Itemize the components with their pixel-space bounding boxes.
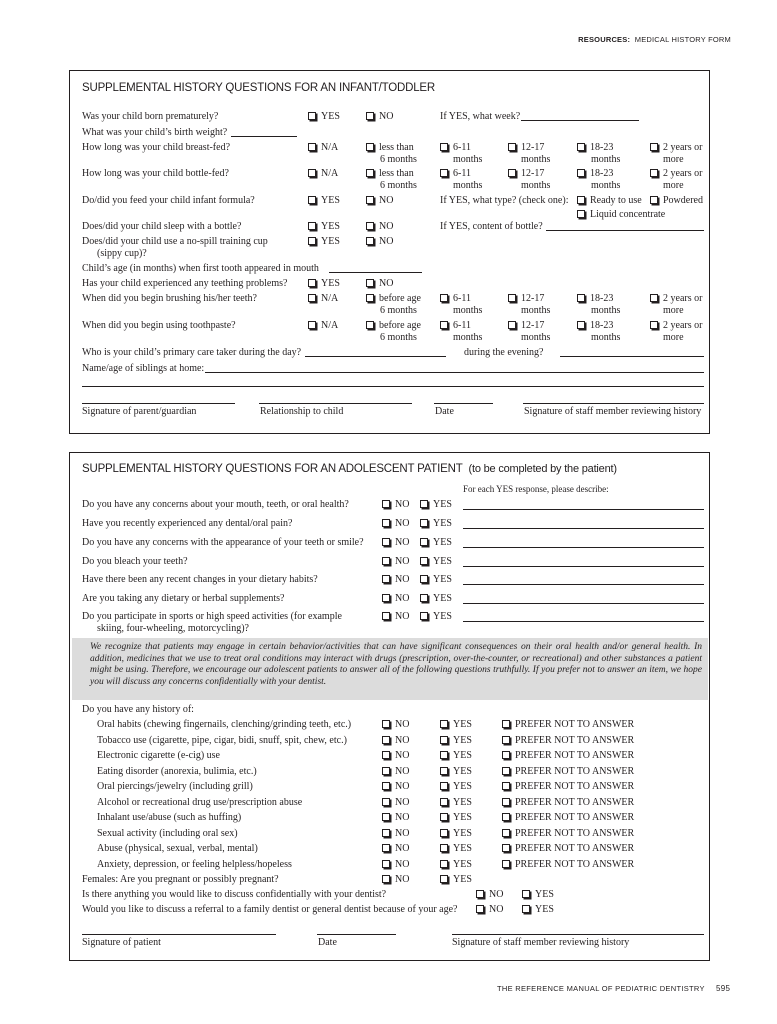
brushing-18-23[interactable]: 18-23 [577,293,613,305]
history-yes[interactable]: YES [440,719,472,731]
checkbox-icon [366,321,374,329]
checkbox-icon [382,575,390,583]
adol-question-yes[interactable]: YES [420,518,452,530]
adol-question-describe-field[interactable] [463,547,704,548]
siblings-field-2[interactable] [82,386,704,387]
bottlefed-less-6-sub: 6 months [380,180,417,191]
history-yes[interactable]: YES [440,843,472,855]
history-item: Inhalant use/abuse (such as huffing) [97,812,242,823]
formula-no[interactable]: NO [366,195,393,207]
checkbox-icon [508,321,516,329]
history-item: Alcohol or recreational drug use/prescription abuse [97,796,303,808]
bottlefed-18-23[interactable]: 18-23 [577,168,613,180]
history-yes[interactable]: YES [440,828,472,840]
toothpaste-6-11[interactable]: 6-11 [440,320,471,332]
checkbox-icon [502,720,510,728]
history-no[interactable]: NO [382,766,409,778]
brushing-before-6[interactable]: before age [366,293,421,305]
first-tooth-field[interactable] [329,272,422,273]
brushing-2yrs[interactable]: 2 years or [650,293,702,305]
checkbox-icon [382,751,390,759]
bottlefed-2yrs-sub: more [663,180,684,191]
adol-question-yes[interactable]: YES [420,574,452,586]
history-yes[interactable]: YES [440,859,472,871]
sig-date-label: Date [435,406,454,417]
checkbox-icon [308,321,316,329]
toothpaste-18-23-sub: months [591,332,621,343]
brushing-before-6-sub: 6 months [380,305,417,316]
nospill-yes[interactable]: YES [308,236,340,248]
history-prefer-not[interactable]: PREFER NOT TO ANSWER [502,781,634,793]
sleep-bottle-no[interactable]: NO [366,221,393,233]
history-item: Eating disorder (anorexia, bulimia, etc.) [97,765,257,777]
bottlefed-6-11-sub: months [453,180,483,191]
history-item: Abuse (physical, sexual, verbal, mental) [97,843,258,854]
checkbox-icon [366,112,374,120]
checkbox-icon [366,143,374,151]
q-premature-week: If YES, what week? [440,111,521,122]
siblings-field-1[interactable] [205,372,704,373]
teething-yes[interactable]: YES [308,278,340,290]
checkbox-icon [508,294,516,302]
brushing-na[interactable]: N/A [308,293,338,305]
pregnant-no[interactable]: NO [382,874,409,886]
checkbox-icon [308,169,316,177]
checkbox-icon [502,798,510,806]
checkbox-icon [366,294,374,302]
q-referral: Would you like to discuss a referral to a family dentist or general dentist because of your age? [82,904,458,915]
checkbox-icon [382,538,390,546]
checkbox-icon [382,767,390,775]
checkbox-icon [308,112,316,120]
checkbox-icon [308,222,316,230]
breastfed-18-23[interactable]: 18-23 [577,142,613,154]
adol-question-describe-field[interactable] [463,584,704,585]
q-breastfed: How long was your child breast-fed? [82,142,231,153]
history-prefer-not[interactable]: PREFER NOT TO ANSWER [502,859,634,871]
checkbox-icon [502,844,510,852]
history-item: Electronic cigarette (e-cig) use [97,750,220,761]
q-formula: Do/did you feed your child infant formula? [82,195,255,206]
breastfed-na[interactable]: N/A [308,142,338,154]
adol-question: Have there been any recent changes in your dietary habits? [82,574,318,585]
describe-note: For each YES response, please describe: [463,484,609,494]
adol-question: Do you participate in sports or high speed activities (for example [82,611,342,622]
breastfed-less-6-sub: 6 months [380,154,417,165]
breastfed-6-11[interactable]: 6-11 [440,142,471,154]
referral-yes[interactable]: YES [522,904,554,916]
checkbox-icon [577,294,585,302]
checkbox-icon [577,196,585,204]
checkbox-icon [308,294,316,302]
checkbox-icon [650,169,658,177]
q-premature: Was your child born prematurely? [82,111,219,122]
sig-relationship-label: Relationship to child [260,406,344,417]
history-prefer-not[interactable]: PREFER NOT TO ANSWER [502,843,634,855]
toothpaste-2yrs[interactable]: 2 years or [650,320,702,332]
toothpaste-6-11-sub: months [453,332,483,343]
checkbox-icon [440,844,448,852]
checkbox-icon [382,612,390,620]
checkbox-icon [440,782,448,790]
adol-question: Do you have any concerns with the appearance of your teeth or smile? [82,537,364,548]
adol-question-no[interactable]: NO [382,518,409,530]
checkbox-icon [650,143,658,151]
checkbox-icon [420,575,428,583]
history-no[interactable]: NO [382,828,409,840]
brushing-12-17-sub: months [521,305,551,316]
history-item: Tobacco use (cigarette, pipe, cigar, bidi, snuff, spit, chew, etc.) [97,734,347,746]
checkbox-icon [382,844,390,852]
caretaker-evening-field[interactable] [560,356,704,357]
q-caretaker-evening: during the evening? [464,347,544,358]
brushing-2yrs-sub: more [663,305,684,316]
checkbox-icon [366,279,374,287]
history-item: Anxiety, depression, or feeling helpless/hopeless [97,858,292,870]
checkbox-icon [440,736,448,744]
notice-text: We recognize that patients may engage in certain behavior/activities that can have significant consequences on their oral health and/or general health. In addition, medicines that we use to treat oral conditions may interact with drugs (prescription, over-the-counter, or recreational) and other substances a patient might be using. Therefore, we encourage our adolescent patients to answer all of the following questions truthfully. If you prefer not to answer an item, we hope you will discuss any concerns confidentially with your dentist. [90,642,702,687]
q-first-tooth: Child’s age (in months) when first tooth appeared in mouth [82,263,319,274]
formula-ready-to-use[interactable]: Ready to use [577,195,642,207]
adol-question: Do you bleach your teeth? [82,556,188,567]
checkbox-icon [577,143,585,151]
toothpaste-before-6-sub: 6 months [380,332,417,343]
q-discuss: Is there anything you would like to discuss confidentially with your dentist? [82,889,387,900]
checkbox-icon [440,751,448,759]
history-no[interactable]: NO [382,797,409,809]
checkbox-icon [440,294,448,302]
adol-question-yes[interactable]: YES [420,556,452,568]
history-prefer-not[interactable]: PREFER NOT TO ANSWER [502,719,634,731]
checkbox-icon [440,321,448,329]
q-bottlefed: How long was your child bottle-fed? [82,168,229,179]
bottlefed-2yrs[interactable]: 2 years or [650,168,702,180]
history-yes[interactable]: YES [440,735,472,747]
checkbox-icon [420,538,428,546]
q-toothpaste: When did you begin using toothpaste? [82,320,236,331]
confidentiality-notice [72,638,708,700]
sig-date-line[interactable] [434,403,493,404]
sig-relationship-line[interactable] [259,403,412,404]
sig-adol-date-label: Date [318,937,337,948]
checkbox-icon [502,860,510,868]
history-item: Oral habits (chewing fingernails, clenching/grinding teeth, etc.) [97,719,352,730]
q-birth-weight: What was your child’s birth weight? [82,127,228,138]
checkbox-icon [440,169,448,177]
checkbox-icon [502,829,510,837]
sig-adol-staff-line[interactable] [452,934,704,935]
breastfed-6-11-sub: months [453,154,483,165]
nospill-no[interactable]: NO [366,236,393,248]
checkbox-icon [308,237,316,245]
infant-section [69,70,710,434]
history-prefer-not[interactable]: PREFER NOT TO ANSWER [502,750,634,762]
history-no[interactable]: NO [382,812,409,824]
checkbox-icon [308,279,316,287]
adolescent-title-text: SUPPLEMENTAL HISTORY QUESTIONS FOR AN ADOLESCENT PATIENT [82,463,463,475]
history-yes[interactable]: YES [440,797,472,809]
checkbox-icon [440,813,448,821]
adol-question-yes[interactable]: YES [420,593,452,605]
history-no[interactable]: NO [382,735,409,747]
q-brushing: When did you begin brushing his/her teeth? [82,293,257,304]
history-item: Sexual activity (including oral sex) [97,827,238,839]
premature-no[interactable]: NO [366,111,393,123]
checkbox-icon [382,829,390,837]
q-teething: Has your child experienced any teething problems? [82,278,288,289]
adol-question-describe-field[interactable] [463,528,704,529]
toothpaste-18-23[interactable]: 18-23 [577,320,613,332]
adol-question-describe-field[interactable] [463,603,704,604]
sig-staff-line[interactable] [523,403,704,404]
adol-question-no[interactable]: NO [382,611,409,623]
breastfed-12-17[interactable]: 12-17 [508,142,544,154]
q-sleep-bottle: Does/did your child sleep with a bottle? [82,221,242,232]
checkbox-icon [502,813,510,821]
checkbox-icon [382,798,390,806]
brushing-18-23-sub: months [591,305,621,316]
checkbox-icon [440,767,448,775]
brushing-6-11[interactable]: 6-11 [440,293,471,305]
q-nospill: Does/did your child use a no-spill training cup [82,236,268,247]
sig-staff-label: Signature of staff member reviewing history [524,406,702,417]
checkbox-icon [577,169,585,177]
checkbox-icon [382,519,390,527]
brushing-12-17[interactable]: 12-17 [508,293,544,305]
bottlefed-18-23-sub: months [591,180,621,191]
footer-page-number: 595 [716,984,731,993]
bottlefed-less-6[interactable]: less than [366,168,414,180]
bottlefed-na[interactable]: N/A [308,168,338,180]
checkbox-icon [650,196,658,204]
adolescent-title-note: (to be completed by the patient) [468,463,617,475]
checkbox-icon [420,557,428,565]
checkbox-icon [577,210,585,218]
checkbox-icon [476,905,484,913]
adol-question: Are you taking any dietary or herbal supplements? [82,593,285,604]
sig-patient-label: Signature of patient [82,937,161,948]
checkbox-icon [420,500,428,508]
checkbox-icon [577,321,585,329]
history-no[interactable]: NO [382,859,409,871]
checkbox-icon [440,829,448,837]
adol-question-no[interactable]: NO [382,537,409,549]
toothpaste-na[interactable]: N/A [308,320,338,332]
checkbox-icon [382,875,390,883]
adol-question-yes[interactable]: YES [420,499,452,511]
breastfed-2yrs-sub: more [663,154,684,165]
sig-adol-date-line[interactable] [317,934,396,935]
header-title: MEDICAL HISTORY FORM [634,35,731,44]
toothpaste-before-6[interactable]: before age [366,320,421,332]
history-item: Oral piercings/jewelry (including grill) [97,781,253,792]
history-intro: Do you have any history of: [82,704,194,715]
toothpaste-12-17-sub: months [521,332,551,343]
history-no[interactable]: NO [382,750,409,762]
bottlefed-12-17-sub: months [521,180,551,191]
breastfed-18-23-sub: months [591,154,621,165]
bottlefed-12-17[interactable]: 12-17 [508,168,544,180]
formula-yes[interactable]: YES [308,195,340,207]
teething-no[interactable]: NO [366,278,393,290]
checkbox-icon [440,875,448,883]
checkbox-icon [382,594,390,602]
checkbox-icon [476,890,484,898]
breastfed-12-17-sub: months [521,154,551,165]
checkbox-icon [440,860,448,868]
adol-question-yes[interactable]: YES [420,537,452,549]
checkbox-icon [366,196,374,204]
sig-adol-staff-label: Signature of staff member reviewing history [452,937,630,948]
checkbox-icon [508,169,516,177]
checkbox-icon [440,798,448,806]
q-bottle-content: If YES, content of bottle? [440,221,543,232]
checkbox-icon [382,736,390,744]
q-pregnant: Females: Are you pregnant or possibly pregnant? [82,874,279,885]
history-prefer-not[interactable]: PREFER NOT TO ANSWER [502,828,634,840]
pregnant-yes[interactable]: YES [440,874,472,886]
history-yes[interactable]: YES [440,750,472,762]
checkbox-icon [420,519,428,527]
premature-week-field[interactable] [521,120,639,121]
breastfed-2yrs[interactable]: 2 years or [650,142,702,154]
checkbox-icon [420,594,428,602]
adol-question: Do you have any concerns about your mouth, teeth, or oral health? [82,499,349,510]
adol-question-no[interactable]: NO [382,556,409,568]
sig-parent-label: Signature of parent/guardian [82,406,197,417]
q-sports-cont: skiing, four-wheeling, motorcycling)? [97,623,249,634]
checkbox-icon [508,143,516,151]
checkbox-icon [308,196,316,204]
adol-question-no[interactable]: NO [382,593,409,605]
checkbox-icon [382,813,390,821]
infant-section-title: SUPPLEMENTAL HISTORY QUESTIONS FOR AN INFANT/TODDLER [82,82,435,94]
toothpaste-2yrs-sub: more [663,332,684,343]
checkbox-icon [420,612,428,620]
sig-parent-line[interactable] [82,403,235,404]
checkbox-icon [382,720,390,728]
checkbox-icon [502,767,510,775]
birth-weight-field[interactable] [231,136,297,137]
checkbox-icon [502,782,510,790]
history-no[interactable]: NO [382,781,409,793]
checkbox-icon [366,222,374,230]
checkbox-icon [522,905,530,913]
adol-question-no[interactable]: NO [382,499,409,511]
sig-patient-line[interactable] [82,934,276,935]
history-yes[interactable]: YES [440,766,472,778]
formula-powdered[interactable]: Powdered [650,195,703,207]
adol-question-describe-field[interactable] [463,566,704,567]
checkbox-icon [502,736,510,744]
checkbox-icon [440,143,448,151]
history-no[interactable]: NO [382,843,409,855]
toothpaste-12-17[interactable]: 12-17 [508,320,544,332]
checkbox-icon [382,782,390,790]
discuss-no[interactable]: NO [476,889,503,901]
checkbox-icon [382,500,390,508]
checkbox-icon [522,890,530,898]
checkbox-icon [382,557,390,565]
checkbox-icon [382,860,390,868]
caretaker-day-field[interactable] [305,356,446,357]
checkbox-icon [366,237,374,245]
page-header [578,35,731,44]
header-section: RESOURCES: [578,35,631,44]
history-yes[interactable]: YES [440,812,472,824]
history-no[interactable]: NO [382,719,409,731]
history-prefer-not[interactable]: PREFER NOT TO ANSWER [502,766,634,778]
checkbox-icon [308,143,316,151]
brushing-6-11-sub: months [453,305,483,316]
checkbox-icon [366,169,374,177]
adol-question-no[interactable]: NO [382,574,409,586]
history-yes[interactable]: YES [440,781,472,793]
history-prefer-not[interactable]: PREFER NOT TO ANSWER [502,812,634,824]
checkbox-icon [502,751,510,759]
sleep-bottle-yes[interactable]: YES [308,221,340,233]
adol-question-yes[interactable]: YES [420,611,452,623]
adolescent-section-title [82,463,617,475]
history-prefer-not[interactable]: PREFER NOT TO ANSWER [502,735,634,747]
adol-question: Have you recently experienced any dental/oral pain? [82,518,293,529]
checkbox-icon [650,321,658,329]
premature-yes[interactable]: YES [308,111,340,123]
discuss-yes[interactable]: YES [522,889,554,901]
q-siblings: Name/age of siblings at home: [82,363,205,374]
adol-question-describe-field[interactable] [463,621,704,622]
referral-no[interactable]: NO [476,904,503,916]
bottlefed-6-11[interactable]: 6-11 [440,168,471,180]
footer-manual: THE REFERENCE MANUAL OF PEDIATRIC DENTISTRY [497,984,705,993]
formula-liquid-concentrate[interactable]: Liquid concentrate [577,209,665,221]
q-nospill-cont: (sippy cup)? [97,248,147,259]
breastfed-less-6[interactable]: less than [366,142,414,154]
checkbox-icon [650,294,658,302]
checkbox-icon [440,720,448,728]
history-prefer-not[interactable]: PREFER NOT TO ANSWER [502,797,634,809]
adol-question-describe-field[interactable] [463,509,704,510]
q-formula-type: If YES, what type? (check one): [440,195,569,206]
bottle-content-field[interactable] [546,230,704,231]
q-caretaker-day: Who is your child’s primary care taker during the day? [82,347,302,358]
